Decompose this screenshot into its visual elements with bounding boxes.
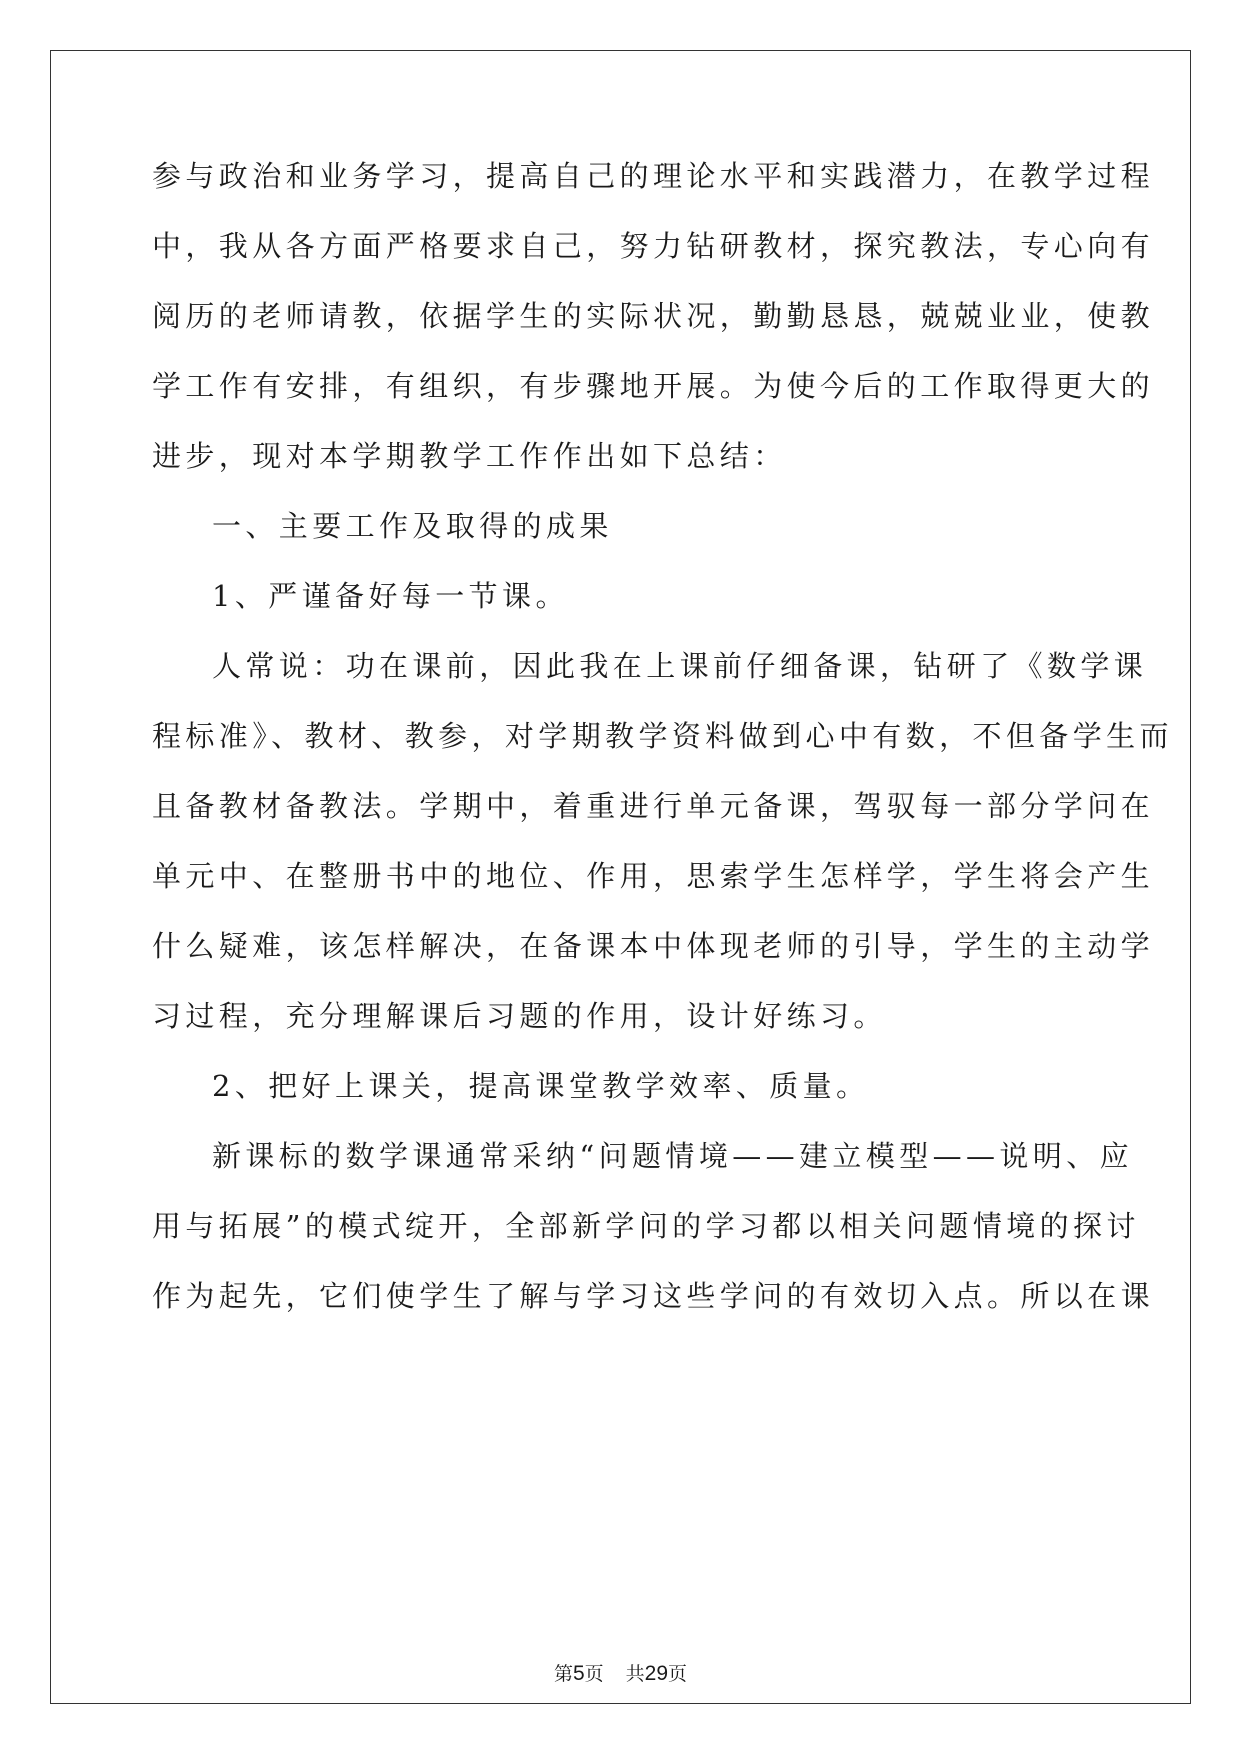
- subsection-heading: 1、严谨备好每一节课。: [212, 579, 569, 613]
- text-line: 参与政治和业务学习，提高自己的理论水平和实践潜力，在教学过程: [152, 159, 1155, 193]
- text-line: 阅历的老师请教，依据学生的实际状况，勤勤恳恳，兢兢业业，使教: [152, 299, 1155, 333]
- text-line: 习过程，充分理解课后习题的作用，设计好练习。: [152, 999, 887, 1033]
- text-line: 人常说：功在课前，因此我在上课前仔细备课，钻研了《数学课: [212, 649, 1148, 683]
- total-pages: 29: [644, 1662, 669, 1685]
- text-line: 什么疑难，该怎样解决，在备课本中体现老师的引导，学生的主动学: [152, 929, 1155, 963]
- text-line: 程标准》、教材、教参，对学期教学资料做到心中有数，不但备学生而: [152, 719, 1173, 753]
- page-footer: [0, 1662, 1241, 1686]
- page-number: 5: [572, 1662, 585, 1685]
- subsection-heading: 2、把好上课关，提高课堂教学效率、质量。: [212, 1069, 870, 1103]
- text-line: 作为起先，它们使学生了解与学习这些学问的有效切入点。所以在课: [152, 1279, 1155, 1313]
- text-line: 中，我从各方面严格要求自己，努力钻研教材，探究教法，专心向有: [152, 229, 1155, 263]
- section-heading: 一、主要工作及取得的成果: [212, 509, 613, 543]
- text-line: 单元中、在整册书中的地位、作用，思索学生怎样学，学生将会产生: [152, 859, 1155, 893]
- text-line: 用与拓展”的模式绽开，全部新学问的学习都以相关问题情境的探讨: [152, 1209, 1140, 1243]
- page-number-prefix: 第: [553, 1663, 573, 1685]
- page-number-suffix: 页: [584, 1663, 604, 1685]
- total-pages-prefix: 共: [625, 1663, 645, 1685]
- text-line: 学工作有安排，有组织，有步骤地开展。为使今后的工作取得更大的: [152, 369, 1155, 403]
- total-pages-suffix: 页: [668, 1663, 688, 1685]
- text-line: 进步，现对本学期教学工作作出如下总结：: [152, 439, 787, 473]
- text-line: 新课标的数学课通常采纳“问题情境——建立模型——说明、应: [212, 1139, 1134, 1173]
- text-line: 且备教材备教法。学期中，着重进行单元备课，驾驭每一部分学问在: [152, 789, 1155, 823]
